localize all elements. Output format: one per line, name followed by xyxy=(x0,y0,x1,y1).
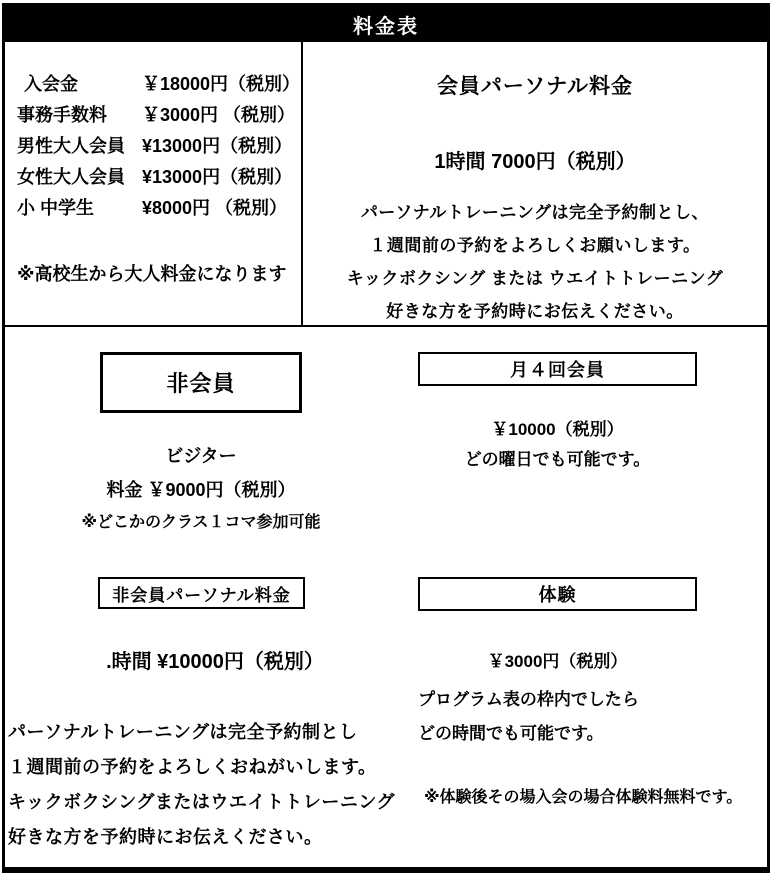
trial-heading: 体験 xyxy=(538,585,577,605)
visitor-label: ビジター xyxy=(165,446,237,466)
membership-fee-note: ※高校生から大人料金になります xyxy=(17,264,287,284)
sheet-title-bar xyxy=(5,6,767,42)
non-member-personal-heading: 非会員パーソナル料金 xyxy=(112,585,291,605)
fee-label: 男性大人会員 xyxy=(17,136,125,156)
monthly-member-price: ￥10000（税別） xyxy=(491,420,624,439)
member-personal-price: 1時間 7000円（税別） xyxy=(434,151,636,173)
fee-price: ¥13000円（税別） xyxy=(142,136,293,156)
fee-price: ¥8000円 （税別） xyxy=(142,198,288,218)
non-member-personal-price: .時間 ¥10000円（税別） xyxy=(106,651,324,673)
member-personal-title: 会員パーソナル料金 xyxy=(436,75,634,98)
monthly-member-heading-box xyxy=(418,352,697,386)
non-member-personal-heading-box xyxy=(98,577,305,609)
fee-price: ¥13000円（税別） xyxy=(142,167,293,187)
trial-info xyxy=(418,650,697,751)
non-member-personal-notes xyxy=(8,715,395,855)
monthly-member-availability: どの曜日でも可能です。 xyxy=(464,450,651,469)
fee-label: 事務手数料 xyxy=(17,105,107,125)
member-personal-note-line: １週間前の予約をよろしくお願いします。 xyxy=(369,236,701,255)
trial-heading-box xyxy=(418,577,697,611)
sheet-title: 料金表 xyxy=(353,15,419,38)
member-personal-notes xyxy=(303,196,767,328)
trial-price: ￥3000円（税別） xyxy=(487,652,628,671)
trial-free-note: ※体験後その場入会の場合体験料無料です。 xyxy=(424,789,743,806)
fee-label: 小 中学生 xyxy=(17,198,95,218)
monthly-member-info xyxy=(418,415,697,475)
membership-fees-cell xyxy=(5,42,303,325)
member-personal-note-line: パーソナルトレーニングは完全予約制とし、 xyxy=(360,203,710,222)
trial-availability-line: どの時間でも可能です。 xyxy=(418,724,604,743)
member-personal-note-line: 好きな方を予約時にお伝えください。 xyxy=(386,302,684,321)
visitor-info xyxy=(31,439,371,539)
visitor-price: 料金 ￥9000円（税別） xyxy=(106,480,296,500)
non-member-heading-box xyxy=(100,352,302,413)
non-member-personal-note-line: １週間前の予約をよろしくおねがいします。 xyxy=(8,757,377,777)
sheet-frame xyxy=(2,3,770,873)
non-member-personal-note-line: キックボクシングまたはウエイトトレーニング xyxy=(8,792,395,812)
fee-price: ￥18000円（税別） xyxy=(142,74,301,94)
lower-section xyxy=(5,327,767,867)
non-member-personal-note-line: パーソナルトレーニングは完全予約制とし xyxy=(8,722,358,742)
fee-label: 女性大人会員 xyxy=(17,167,125,187)
non-member-heading: 非会員 xyxy=(166,371,236,396)
fee-price: ￥3000円 （税別） xyxy=(142,105,296,125)
upper-section xyxy=(5,42,767,327)
monthly-member-heading: 月４回会員 xyxy=(510,360,605,380)
non-member-personal-note-line: 好きな方を予約時にお伝えください。 xyxy=(8,827,323,847)
membership-fee-table xyxy=(17,69,301,224)
member-personal-cell xyxy=(303,42,767,325)
fee-label: 入会金 xyxy=(24,74,78,94)
trial-availability-line: プログラム表の枠内でしたら xyxy=(418,690,639,709)
member-personal-note-line: キックボクシング または ウエイトトレーニング xyxy=(346,269,724,288)
visitor-note: ※どこかのクラス１コマ参加可能 xyxy=(81,514,321,531)
